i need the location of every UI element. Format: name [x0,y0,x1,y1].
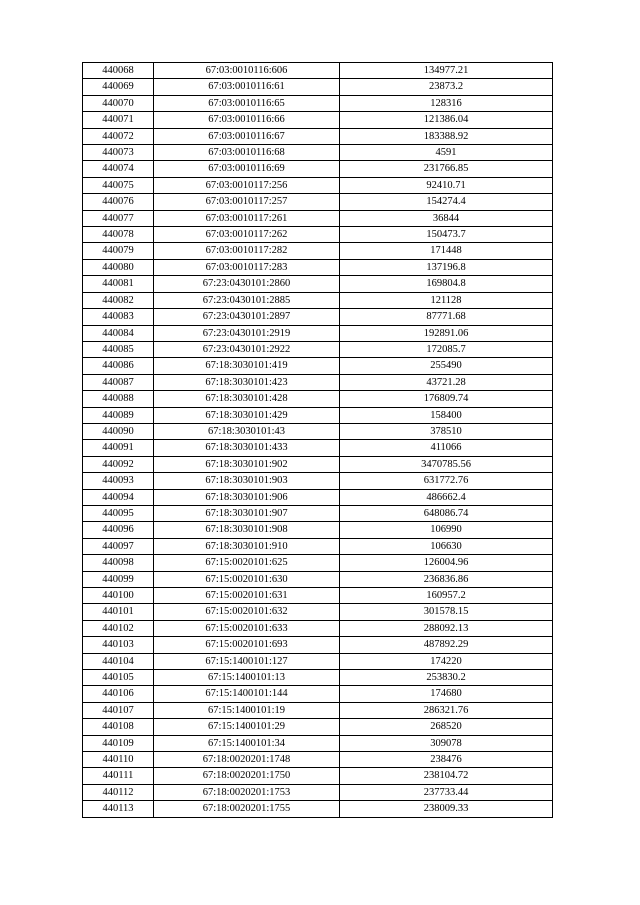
row-number-cell: 440083 [83,309,154,325]
value-cell: 237733.44 [340,784,553,800]
table-row [83,735,553,751]
cadastral-number-cell: 67:15:1400101:13 [154,670,340,686]
cadastral-number-cell: 67:03:0010116:61 [154,79,340,95]
cadastral-number-cell: 67:18:3030101:419 [154,358,340,374]
row-number-cell: 440085 [83,341,154,357]
cadastral-number-cell: 67:23:0430101:2885 [154,292,340,308]
row-number-cell: 440094 [83,489,154,505]
row-number-cell: 440088 [83,391,154,407]
value-cell: 154274.4 [340,194,553,210]
row-number-cell: 440084 [83,325,154,341]
table-body [83,63,553,818]
table-row [83,161,553,177]
table-row [83,145,553,161]
table-row [83,309,553,325]
table-row [83,505,553,521]
table-row [83,227,553,243]
value-cell: 174680 [340,686,553,702]
table-row [83,325,553,341]
cadastral-number-cell: 67:15:1400101:29 [154,719,340,735]
value-cell: 160957.2 [340,588,553,604]
value-cell: 288092.13 [340,620,553,636]
value-cell: 174220 [340,653,553,669]
table-row [83,128,553,144]
row-number-cell: 440099 [83,571,154,587]
cadastral-number-cell: 67:15:0020101:693 [154,637,340,653]
value-cell: 121128 [340,292,553,308]
table-row [83,276,553,292]
value-cell: 238009.33 [340,801,553,817]
cadastral-number-cell: 67:15:0020101:631 [154,588,340,604]
cadastral-number-cell: 67:03:0010116:65 [154,95,340,111]
cadastral-number-cell: 67:15:0020101:632 [154,604,340,620]
row-number-cell: 440080 [83,259,154,275]
cadastral-number-cell: 67:18:0020201:1755 [154,801,340,817]
value-cell: 309078 [340,735,553,751]
row-number-cell: 440097 [83,538,154,554]
row-number-cell: 440109 [83,735,154,751]
table-row [83,391,553,407]
value-cell: 150473.7 [340,227,553,243]
table-row [83,768,553,784]
row-number-cell: 440104 [83,653,154,669]
table-row [83,374,553,390]
cadastral-number-cell: 67:23:0430101:2897 [154,309,340,325]
value-cell: 172085.7 [340,341,553,357]
table-row [83,112,553,128]
value-cell: 487892.29 [340,637,553,653]
table-row [83,538,553,554]
cadastral-number-cell: 67:15:1400101:19 [154,702,340,718]
cadastral-number-cell: 67:18:3030101:428 [154,391,340,407]
row-number-cell: 440098 [83,555,154,571]
table-row [83,670,553,686]
value-cell: 3470785.56 [340,456,553,472]
value-cell: 236836.86 [340,571,553,587]
row-number-cell: 440073 [83,145,154,161]
row-number-cell: 440077 [83,210,154,226]
row-number-cell: 440071 [83,112,154,128]
cadastral-number-cell: 67:03:0010116:68 [154,145,340,161]
value-cell: 171448 [340,243,553,259]
table-row [83,489,553,505]
row-number-cell: 440072 [83,128,154,144]
row-number-cell: 440089 [83,407,154,423]
row-number-cell: 440070 [83,95,154,111]
row-number-cell: 440103 [83,637,154,653]
cadastral-number-cell: 67:18:3030101:903 [154,473,340,489]
row-number-cell: 440101 [83,604,154,620]
cadastral-number-cell: 67:23:0430101:2860 [154,276,340,292]
row-number-cell: 440093 [83,473,154,489]
cadastral-number-cell: 67:18:3030101:429 [154,407,340,423]
cadastral-number-cell: 67:03:0010116:66 [154,112,340,128]
value-cell: 648086.74 [340,505,553,521]
table-row [83,653,553,669]
row-number-cell: 440068 [83,63,154,79]
value-cell: 176809.74 [340,391,553,407]
cadastral-number-cell: 67:15:1400101:144 [154,686,340,702]
row-number-cell: 440091 [83,440,154,456]
row-number-cell: 440107 [83,702,154,718]
value-cell: 92410.71 [340,177,553,193]
cadastral-number-cell: 67:15:1400101:127 [154,653,340,669]
value-cell: 231766.85 [340,161,553,177]
row-number-cell: 440082 [83,292,154,308]
value-cell: 192891.06 [340,325,553,341]
table-row [83,79,553,95]
cadastral-number-cell: 67:18:0020201:1748 [154,752,340,768]
value-cell: 158400 [340,407,553,423]
table-row [83,63,553,79]
cadastral-number-cell: 67:18:3030101:908 [154,522,340,538]
cadastral-number-cell: 67:03:0010117:257 [154,194,340,210]
cadastral-number-cell: 67:03:0010117:283 [154,259,340,275]
value-cell: 87771.68 [340,309,553,325]
row-number-cell: 440108 [83,719,154,735]
value-cell: 36844 [340,210,553,226]
cadastral-number-cell: 67:18:3030101:910 [154,538,340,554]
row-number-cell: 440102 [83,620,154,636]
row-number-cell: 440069 [83,79,154,95]
row-number-cell: 440112 [83,784,154,800]
table-row [83,440,553,456]
row-number-cell: 440113 [83,801,154,817]
row-number-cell: 440078 [83,227,154,243]
value-cell: 134977.21 [340,63,553,79]
row-number-cell: 440090 [83,423,154,439]
cadastral-number-cell: 67:03:0010116:67 [154,128,340,144]
value-cell: 23873.2 [340,79,553,95]
cadastral-number-cell: 67:03:0010117:262 [154,227,340,243]
table-row [83,719,553,735]
row-number-cell: 440106 [83,686,154,702]
table-row [83,637,553,653]
value-cell: 378510 [340,423,553,439]
value-cell: 286321.76 [340,702,553,718]
cadastral-number-cell: 67:18:0020201:1750 [154,768,340,784]
value-cell: 183388.92 [340,128,553,144]
cadastral-number-cell: 67:03:0010116:69 [154,161,340,177]
value-cell: 106630 [340,538,553,554]
row-number-cell: 440079 [83,243,154,259]
table-row [83,522,553,538]
cadastral-number-cell: 67:15:0020101:630 [154,571,340,587]
table-row [83,423,553,439]
data-table [82,62,553,818]
table-row [83,243,553,259]
table-row [83,358,553,374]
cadastral-number-cell: 67:18:3030101:43 [154,423,340,439]
table-row [83,177,553,193]
row-number-cell: 440110 [83,752,154,768]
cadastral-number-cell: 67:03:0010117:261 [154,210,340,226]
row-number-cell: 440105 [83,670,154,686]
value-cell: 411066 [340,440,553,456]
cadastral-number-cell: 67:18:3030101:902 [154,456,340,472]
table-row [83,604,553,620]
cadastral-number-cell: 67:18:0020201:1753 [154,784,340,800]
value-cell: 253830.2 [340,670,553,686]
table-row [83,571,553,587]
row-number-cell: 440076 [83,194,154,210]
table-row [83,456,553,472]
table-row [83,292,553,308]
value-cell: 255490 [340,358,553,374]
table-row [83,473,553,489]
row-number-cell: 440096 [83,522,154,538]
row-number-cell: 440074 [83,161,154,177]
table-row [83,407,553,423]
row-number-cell: 440111 [83,768,154,784]
value-cell: 128316 [340,95,553,111]
value-cell: 106990 [340,522,553,538]
cadastral-number-cell: 67:23:0430101:2922 [154,341,340,357]
row-number-cell: 440100 [83,588,154,604]
value-cell: 121386.04 [340,112,553,128]
value-cell: 238476 [340,752,553,768]
value-cell: 43721.28 [340,374,553,390]
value-cell: 301578.15 [340,604,553,620]
cadastral-number-cell: 67:23:0430101:2919 [154,325,340,341]
value-cell: 268520 [340,719,553,735]
row-number-cell: 440075 [83,177,154,193]
row-number-cell: 440095 [83,505,154,521]
row-number-cell: 440081 [83,276,154,292]
value-cell: 126004.96 [340,555,553,571]
cadastral-number-cell: 67:18:3030101:423 [154,374,340,390]
row-number-cell: 440086 [83,358,154,374]
table-row [83,95,553,111]
value-cell: 137196.8 [340,259,553,275]
cadastral-number-cell: 67:03:0010117:256 [154,177,340,193]
cadastral-number-cell: 67:03:0010116:606 [154,63,340,79]
table-row [83,752,553,768]
table-row [83,686,553,702]
value-cell: 631772.76 [340,473,553,489]
cadastral-number-cell: 67:18:3030101:907 [154,505,340,521]
cadastral-number-cell: 67:15:1400101:34 [154,735,340,751]
table-row [83,555,553,571]
value-cell: 238104.72 [340,768,553,784]
cadastral-number-cell: 67:18:3030101:433 [154,440,340,456]
table-row [83,801,553,817]
table-row [83,210,553,226]
cadastral-number-cell: 67:18:3030101:906 [154,489,340,505]
value-cell: 169804.8 [340,276,553,292]
table-row [83,620,553,636]
table-row [83,194,553,210]
table-row [83,702,553,718]
table-row [83,341,553,357]
table-row [83,259,553,275]
table-row [83,588,553,604]
table-row [83,784,553,800]
value-cell: 486662.4 [340,489,553,505]
row-number-cell: 440087 [83,374,154,390]
cadastral-number-cell: 67:15:0020101:625 [154,555,340,571]
row-number-cell: 440092 [83,456,154,472]
cadastral-number-cell: 67:03:0010117:282 [154,243,340,259]
cadastral-number-cell: 67:15:0020101:633 [154,620,340,636]
value-cell: 4591 [340,145,553,161]
